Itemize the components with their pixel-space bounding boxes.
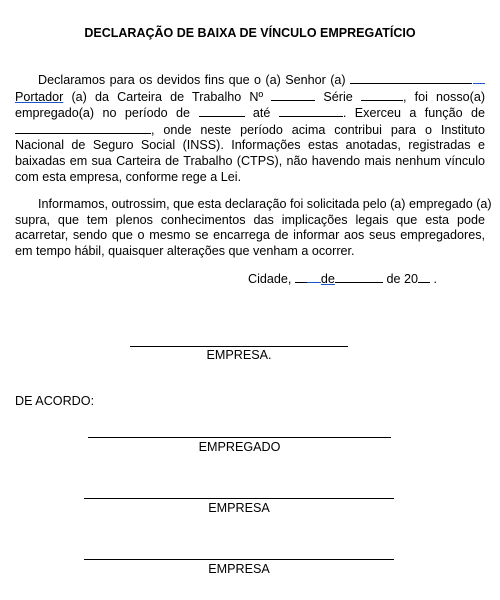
signature-label-empresa-3: EMPRESA (208, 562, 270, 576)
paragraph2-line2: supra, que tem plenos conhecimentos das implicações legais que esta pode (15, 212, 485, 227)
paragraph1-line7: com esta empresa, conforme rege a Lei. (15, 169, 242, 184)
function-blank (15, 122, 151, 134)
day-blank-link (307, 271, 321, 283)
paragraph-declaration (15, 72, 485, 185)
paragraph2-line1: Informamos, outrossim, que esta declaração foi solicitada pelo (a) empregado (a) (38, 197, 492, 211)
document-title: DECLARAÇÃO DE BAIXA DE VÍNCULO EMPREGATÍCIO (84, 26, 416, 40)
paragraph1-line2: Portador (a) da Carteira de Trabalho Nº Série , foi nosso(a) (15, 89, 486, 104)
period-start-blank (199, 105, 245, 117)
paragraph2-line4: em tempo hábil, quaisquer alterações que venham a ocorrer. (15, 243, 355, 258)
signature-label-empresa-1: EMPRESA. (206, 348, 272, 362)
name-blank-end (473, 72, 485, 84)
paragraph1-line5: Nacional de Seguro Social (INSS). Informações estas anotadas, registradas e (15, 138, 485, 153)
paragraph-information (15, 197, 492, 259)
signature-line-empresa-2 (84, 498, 394, 499)
signature-line-empresa-1 (130, 346, 348, 347)
year-blank (418, 271, 430, 283)
paragraph1-line3: empregado(a) no período de até . Exerceu a função de (15, 106, 486, 121)
de-acordo-label: DE ACORDO: (15, 394, 95, 408)
paragraph1-line1: Declaramos para os devidos fins que o (a) Senhor (a) (15, 72, 485, 89)
signature-label-empregado: EMPREGADO (198, 440, 281, 454)
ctps-number-blank (271, 89, 315, 101)
signature-line-empregado (88, 437, 391, 438)
city-date-line: Cidade, de de 20 . (248, 272, 437, 286)
paragraph1-line6: baixadas em sua Carteira de Trabalho (CTPS), não havendo mais nenhum vínculo (15, 153, 485, 168)
signature-label-empresa-2: EMPRESA (208, 501, 270, 515)
ctps-series-blank (361, 89, 403, 101)
paragraph1-line4: , onde neste período acima contribui para o Instituto (15, 122, 485, 139)
paragraph2-line3: acarretar, sendo que o mesmo se encarrega de informar aos seus empregadores, (15, 228, 485, 243)
day-blank (295, 271, 307, 283)
name-blank (350, 72, 472, 84)
signature-line-empresa-3 (84, 559, 394, 560)
period-end-blank (279, 105, 343, 117)
month-blank (335, 271, 383, 283)
